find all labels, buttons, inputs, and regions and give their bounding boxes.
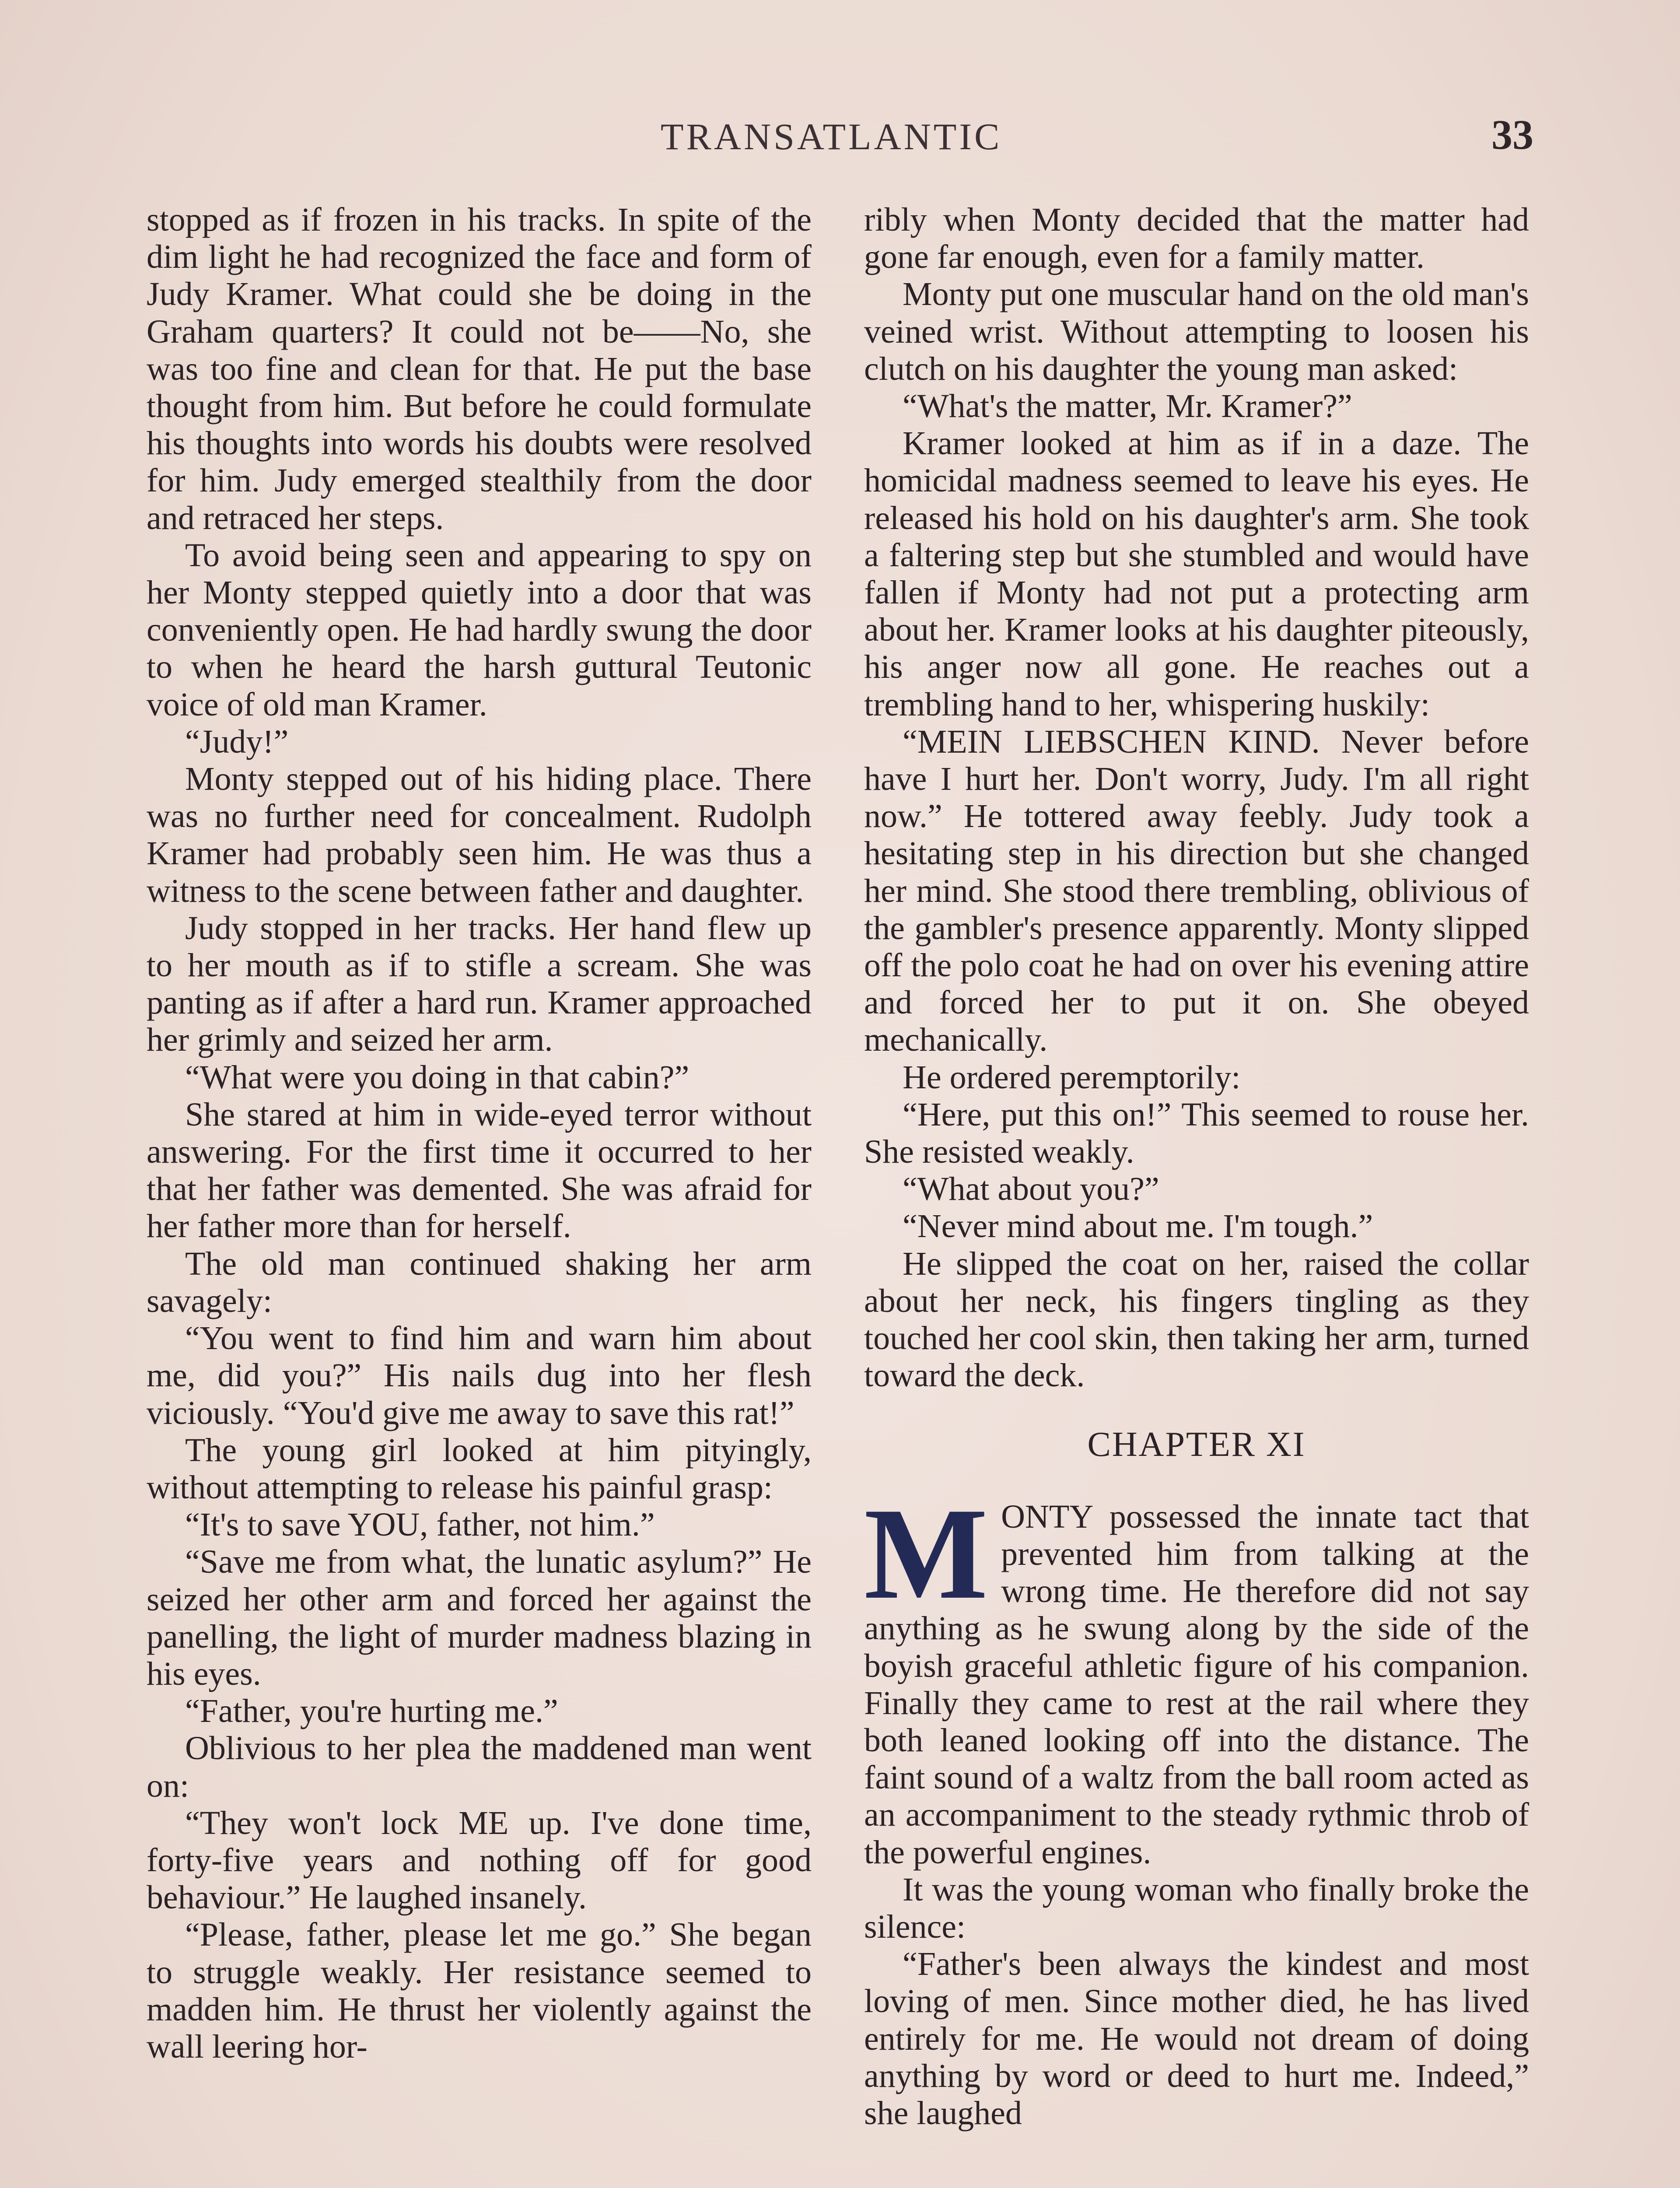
paragraph: Monty put one muscular hand on the old man's veined wrist. Without attempting to loosen his clutch on his daughter the young man asked: [864, 276, 1529, 387]
paragraph: “Never mind about me. I'm tough.” [903, 1208, 1373, 1245]
paragraph: “MEIN LIEBSCHEN KIND. Never before have I hurt her. Don't worry, Judy. I'm all right now.” He tottered away feebly. Judy took a hesitating step in his direction but she changed her mind. She stood there trembling, oblivious of the gambler's presence apparently. Monty slipped off the polo coat he had on over his evening attire and forced her to put it on. She obeyed mechanically. [864, 723, 1529, 1059]
paragraph: “Father's been always the kindest and most loving of men. Since mother died, he has lived entirely for me. He would not dream of doing anything by word or deed to hurt me. Indeed,” she laughed [864, 1946, 1529, 2132]
chapter-opening-paragraph [864, 1480, 1529, 1871]
paragraph: He ordered peremptorily: [903, 1059, 1241, 1096]
left-column [147, 201, 812, 2065]
paragraph: stopped as if frozen in his tracks. In spite of the dim light he had recognized the face and form of Judy Kramer. What could she be doing in the Graham quarters? It could not be——No, she was too fine and clean for that. He put the base thought from him. But before he could formulate his thoughts into words his doubts were resolved for him. Judy emerged stealthily from the door and retraced her steps. [147, 201, 812, 536]
page-number: 33 [1491, 111, 1533, 158]
running-header: TRANSATLANTIC [661, 116, 1002, 158]
paragraph: Kramer looked at him as if in a daze. The homicidal madness seemed to leave his eyes. He released his hold on his daughter's arm. She took a faltering step but she stumbled and would have fallen if Monty had not put a protecting arm about her. Kramer looks at his daughter piteously, his anger now all gone. He reaches out a trembling hand to her, whispering huskily: [864, 425, 1529, 723]
paragraph: Judy stopped in her tracks. Her hand flew up to her mouth as if to stifle a scream. She was panting as if after a hard run. Kramer approached her grimly and seized her arm. [147, 909, 812, 1059]
paragraph: The young girl looked at him pityingly, without attempting to release his painful grasp: [147, 1431, 812, 1506]
chapter-heading: CHAPTER XI [1087, 1425, 1306, 1464]
right-column [864, 201, 1529, 2132]
paragraph: “You went to find him and warn him about me, did you?” His nails dug into her flesh viciously. “You'd give me away to save this rat!” [147, 1320, 812, 1431]
paragraph: Oblivious to her plea the maddened man went on: [147, 1730, 812, 1804]
paragraph: He slipped the coat on her, raised the collar about her neck, his fingers tingling as they touched her cool skin, then taking her arm, turned toward the deck. [864, 1245, 1529, 1394]
paragraph: “They won't lock ME up. I've done time, forty-five years and nothing off for good behaviour.” He laughed insanely. [147, 1804, 812, 1916]
paragraph: ribly when Monty decided that the matter had gone far enough, even for a family matter. [864, 201, 1529, 276]
paragraph: “What about you?” [903, 1171, 1159, 1208]
paragraph: “Father, you're hurting me.” [185, 1693, 558, 1730]
paragraph: “What's the matter, Mr. Kramer?” [903, 388, 1352, 425]
paragraph: The old man continued shaking her arm savagely: [147, 1245, 812, 1319]
paragraph: “What were you doing in that cabin?” [185, 1059, 690, 1096]
paragraph: It was the young woman who finally broke the silence: [864, 1871, 1529, 1945]
paragraph: Monty stepped out of his hiding place. There was no further need for concealment. Rudolph Kramer had probably seen him. He was thus a witness to the scene between father and daughter. [147, 761, 812, 909]
paragraph: She stared at him in wide-eyed terror without answering. For the first time it occurred to her that her father was demented. She was afraid for her father more than for herself. [147, 1096, 812, 1245]
paragraph: “Save me from what, the lunatic asylum?” He seized her other arm and forced her against the panelling, the light of murder madness blazing in his eyes. [147, 1543, 812, 1692]
paragraph: “Here, put this on!” This seemed to rouse her. She resisted weakly. [864, 1096, 1529, 1171]
paragraph-text: ONTY possessed the innate tact that prevented him from talking at the wrong time. He therefore did not say anything as he swung along by the side of the boyish graceful athletic figure of his companion. Finally they came to rest at the rail where they both leaned looking off into the distance. The faint sound of a waltz from the ball room acted as an accompaniment to the steady rythmic throb of the powerful engines. [864, 1498, 1529, 1871]
paragraph: “Judy!” [185, 723, 289, 760]
paragraph: “It's to save YOU, father, not him.” [185, 1506, 655, 1543]
paragraph: To avoid being seen and appearing to spy on her Monty stepped quietly into a door that was conveniently open. He had hardly swung the door to when he heard the harsh guttural Teutonic voice of old man Kramer. [147, 536, 812, 723]
paragraph: “Please, father, please let me go.” She began to struggle weakly. Her resistance seemed to madden him. He thrust her violently against the wall leering hor- [147, 1916, 812, 2065]
drop-cap: M [864, 1480, 988, 1626]
